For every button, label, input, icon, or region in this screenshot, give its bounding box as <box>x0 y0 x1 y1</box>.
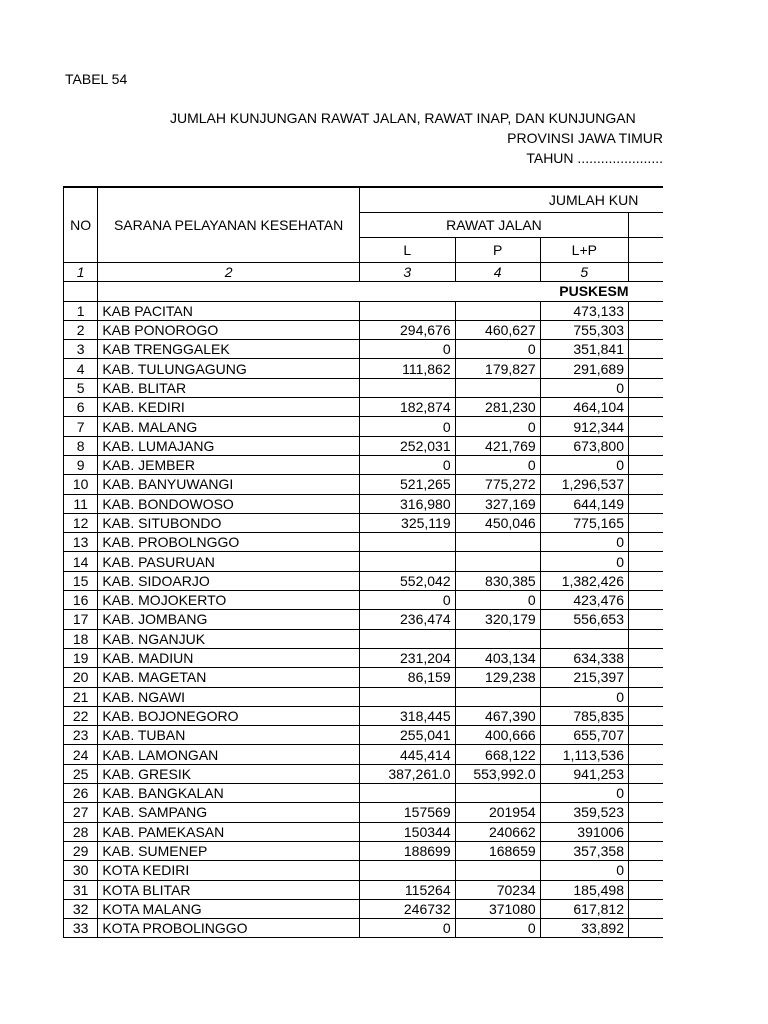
row-lp-cell: 215,397 <box>540 668 628 687</box>
row-no-cell: 2 <box>64 320 98 339</box>
row-p-cell: 0 <box>455 591 540 610</box>
row-lp-cell: 1,296,537 <box>540 475 628 494</box>
year-heading: TAHUN ...................... <box>526 150 663 166</box>
row-p-cell: 0 <box>455 919 540 938</box>
row-extra-cell <box>629 436 664 455</box>
row-l-cell: 255,041 <box>359 726 455 745</box>
row-l-cell: 111,862 <box>359 359 455 378</box>
row-p-cell <box>455 552 540 571</box>
row-no-cell: 21 <box>64 687 98 706</box>
table-row <box>64 552 664 571</box>
row-name-cell: KAB. JEMBER <box>98 455 360 474</box>
row-name-cell: KAB. MALANG <box>98 417 360 436</box>
row-l-cell: 318,445 <box>359 706 455 725</box>
row-lp-cell: 291,689 <box>540 359 628 378</box>
row-name-cell: KAB. GRESIK <box>98 764 360 783</box>
row-lp-cell: 673,800 <box>540 436 628 455</box>
row-lp-cell: 0 <box>540 552 628 571</box>
table-row <box>64 668 664 687</box>
header-l: L <box>359 238 455 263</box>
row-l-cell: 0 <box>359 455 455 474</box>
row-p-cell <box>455 301 540 320</box>
row-no-cell: 15 <box>64 571 98 590</box>
table-row <box>64 899 664 918</box>
row-no-cell: 4 <box>64 359 98 378</box>
row-lp-cell: 391006 <box>540 822 628 841</box>
header-blank <box>629 213 664 238</box>
row-l-cell <box>359 784 455 803</box>
table-row <box>64 706 664 725</box>
row-extra-cell <box>629 803 664 822</box>
row-no-cell: 8 <box>64 436 98 455</box>
row-name-cell: KAB. BANGKALAN <box>98 784 360 803</box>
row-name-cell: KAB. MAGETAN <box>98 668 360 687</box>
row-l-cell: 445,414 <box>359 745 455 764</box>
row-l-cell: 236,474 <box>359 610 455 629</box>
row-name-cell: KAB. BANYUWANGI <box>98 475 360 494</box>
row-l-cell: 0 <box>359 340 455 359</box>
row-l-cell <box>359 378 455 397</box>
row-l-cell <box>359 629 455 648</box>
table-row <box>64 455 664 474</box>
row-no-cell: 13 <box>64 533 98 552</box>
table-row <box>64 359 664 378</box>
row-lp-cell: 423,476 <box>540 591 628 610</box>
row-lp-cell: 912,344 <box>540 417 628 436</box>
row-lp-cell: 464,104 <box>540 398 628 417</box>
row-no-cell: 9 <box>64 455 98 474</box>
row-p-cell: 281,230 <box>455 398 540 417</box>
table-row <box>64 417 664 436</box>
row-no-cell: 14 <box>64 552 98 571</box>
section-cell <box>64 282 98 301</box>
report-heading: JUMLAH KUNJUNGAN RAWAT JALAN, RAWAT INAP, DAN KUNJUNGAN <box>170 110 636 126</box>
row-lp-cell: 785,835 <box>540 706 628 725</box>
row-p-cell <box>455 533 540 552</box>
table-row <box>64 648 664 667</box>
table-row <box>64 764 664 783</box>
row-p-cell: 179,827 <box>455 359 540 378</box>
row-p-cell: 240662 <box>455 822 540 841</box>
section-cell <box>629 282 664 301</box>
row-l-cell: 0 <box>359 591 455 610</box>
row-extra-cell <box>629 880 664 899</box>
row-l-cell: 387,261.0 <box>359 764 455 783</box>
row-l-cell: 325,119 <box>359 513 455 532</box>
index-cell: 5 <box>540 263 628 282</box>
row-extra-cell <box>629 571 664 590</box>
row-name-cell: KAB. JOMBANG <box>98 610 360 629</box>
row-name-cell: KAB. SIDOARJO <box>98 571 360 590</box>
row-no-cell: 22 <box>64 706 98 725</box>
row-p-cell <box>455 861 540 880</box>
row-p-cell <box>455 784 540 803</box>
row-p-cell: 421,769 <box>455 436 540 455</box>
row-extra-cell <box>629 764 664 783</box>
row-lp-cell: 0 <box>540 378 628 397</box>
row-p-cell <box>455 629 540 648</box>
row-lp-cell: 0 <box>540 861 628 880</box>
row-l-cell <box>359 301 455 320</box>
row-l-cell: 150344 <box>359 822 455 841</box>
row-l-cell <box>359 687 455 706</box>
row-extra-cell <box>629 494 664 513</box>
row-no-cell: 12 <box>64 513 98 532</box>
row-no-cell: 31 <box>64 880 98 899</box>
table-row <box>64 378 664 397</box>
row-no-cell: 6 <box>64 398 98 417</box>
row-lp-cell: 0 <box>540 784 628 803</box>
row-p-cell <box>455 687 540 706</box>
row-name-cell: KAB. PAMEKASAN <box>98 822 360 841</box>
row-l-cell: 252,031 <box>359 436 455 455</box>
row-no-cell: 10 <box>64 475 98 494</box>
table-row <box>64 398 664 417</box>
row-l-cell: 0 <box>359 919 455 938</box>
header-sarana: SARANA PELAYANAN KESEHATAN <box>98 187 360 263</box>
header-jumlah: JUMLAH KUN <box>359 187 663 213</box>
row-extra-cell <box>629 841 664 860</box>
header-p: P <box>455 238 540 263</box>
row-l-cell: 231,204 <box>359 648 455 667</box>
row-extra-cell <box>629 301 664 320</box>
row-name-cell: KAB. MOJOKERTO <box>98 591 360 610</box>
row-l-cell: 157569 <box>359 803 455 822</box>
row-p-cell: 327,169 <box>455 494 540 513</box>
row-name-cell: KAB PACITAN <box>98 301 360 320</box>
row-name-cell: KOTA KEDIRI <box>98 861 360 880</box>
row-l-cell: 0 <box>359 417 455 436</box>
index-cell: 1 <box>64 263 98 282</box>
table-row <box>64 513 664 532</box>
table-row <box>64 533 664 552</box>
row-no-cell: 18 <box>64 629 98 648</box>
row-no-cell: 17 <box>64 610 98 629</box>
row-p-cell: 0 <box>455 417 540 436</box>
row-name-cell: KAB. SITUBONDO <box>98 513 360 532</box>
table-row <box>64 320 664 339</box>
row-p-cell: 553,992.0 <box>455 764 540 783</box>
row-name-cell: KAB. MADIUN <box>98 648 360 667</box>
table-row <box>64 919 664 938</box>
row-lp-cell: 357,358 <box>540 841 628 860</box>
row-l-cell: 115264 <box>359 880 455 899</box>
table-body <box>64 301 664 938</box>
table-row <box>64 475 664 494</box>
row-lp-cell: 634,338 <box>540 648 628 667</box>
row-p-cell <box>455 378 540 397</box>
row-name-cell: KAB. SUMENEP <box>98 841 360 860</box>
header-rawat-jalan: RAWAT JALAN <box>359 213 628 238</box>
row-no-cell: 30 <box>64 861 98 880</box>
row-extra-cell <box>629 919 664 938</box>
row-name-cell: KAB. TUBAN <box>98 726 360 745</box>
row-no-cell: 1 <box>64 301 98 320</box>
row-name-cell: KOTA PROBOLINGGO <box>98 919 360 938</box>
row-lp-cell: 473,133 <box>540 301 628 320</box>
row-extra-cell <box>629 359 664 378</box>
row-l-cell <box>359 861 455 880</box>
row-lp-cell: 351,841 <box>540 340 628 359</box>
row-l-cell: 294,676 <box>359 320 455 339</box>
header-blank <box>629 238 664 263</box>
table-label: TABEL 54 <box>65 71 128 87</box>
row-no-cell: 16 <box>64 591 98 610</box>
row-extra-cell <box>629 784 664 803</box>
row-name-cell: KAB TRENGGALEK <box>98 340 360 359</box>
row-no-cell: 24 <box>64 745 98 764</box>
table-row <box>64 841 664 860</box>
row-extra-cell <box>629 726 664 745</box>
row-p-cell: 320,179 <box>455 610 540 629</box>
row-extra-cell <box>629 320 664 339</box>
row-lp-cell: 359,523 <box>540 803 628 822</box>
table-row <box>64 629 664 648</box>
row-p-cell: 830,385 <box>455 571 540 590</box>
row-lp-cell: 185,498 <box>540 880 628 899</box>
data-table <box>63 186 663 938</box>
row-p-cell: 460,627 <box>455 320 540 339</box>
row-name-cell: KAB. SAMPANG <box>98 803 360 822</box>
row-p-cell: 129,238 <box>455 668 540 687</box>
index-cell <box>629 263 664 282</box>
row-no-cell: 20 <box>64 668 98 687</box>
row-p-cell: 70234 <box>455 880 540 899</box>
row-name-cell: KAB. PASURUAN <box>98 552 360 571</box>
row-name-cell: KOTA BLITAR <box>98 880 360 899</box>
row-l-cell: 521,265 <box>359 475 455 494</box>
table-row <box>64 610 664 629</box>
row-extra-cell <box>629 552 664 571</box>
row-no-cell: 7 <box>64 417 98 436</box>
table-row <box>64 687 664 706</box>
row-extra-cell <box>629 340 664 359</box>
row-l-cell: 552,042 <box>359 571 455 590</box>
row-extra-cell <box>629 648 664 667</box>
row-lp-cell: 1,382,426 <box>540 571 628 590</box>
row-no-cell: 19 <box>64 648 98 667</box>
row-name-cell: KAB. NGAWI <box>98 687 360 706</box>
row-extra-cell <box>629 378 664 397</box>
row-extra-cell <box>629 417 664 436</box>
row-lp-cell: 617,812 <box>540 899 628 918</box>
row-p-cell: 775,272 <box>455 475 540 494</box>
table-row <box>64 803 664 822</box>
row-extra-cell <box>629 745 664 764</box>
row-no-cell: 33 <box>64 919 98 938</box>
row-l-cell <box>359 533 455 552</box>
header-no: NO <box>64 187 98 263</box>
row-extra-cell <box>629 899 664 918</box>
table-row <box>64 861 664 880</box>
row-lp-cell <box>540 629 628 648</box>
row-no-cell: 5 <box>64 378 98 397</box>
row-no-cell: 11 <box>64 494 98 513</box>
row-extra-cell <box>629 475 664 494</box>
row-no-cell: 28 <box>64 822 98 841</box>
row-lp-cell: 33,892 <box>540 919 628 938</box>
row-l-cell: 182,874 <box>359 398 455 417</box>
table-row <box>64 784 664 803</box>
row-l-cell: 86,159 <box>359 668 455 687</box>
row-lp-cell: 0 <box>540 455 628 474</box>
row-no-cell: 23 <box>64 726 98 745</box>
row-p-cell: 668,122 <box>455 745 540 764</box>
table-row <box>64 591 664 610</box>
row-extra-cell <box>629 533 664 552</box>
row-extra-cell <box>629 513 664 532</box>
section-label: PUSKESM <box>98 282 629 301</box>
row-name-cell: KAB. PROBOLNGGO <box>98 533 360 552</box>
table-row <box>64 726 664 745</box>
row-name-cell: KAB PONOROGO <box>98 320 360 339</box>
row-lp-cell: 655,707 <box>540 726 628 745</box>
table-row <box>64 571 664 590</box>
row-name-cell: KAB. NGANJUK <box>98 629 360 648</box>
row-p-cell: 168659 <box>455 841 540 860</box>
row-no-cell: 26 <box>64 784 98 803</box>
table-row <box>64 301 664 320</box>
row-no-cell: 32 <box>64 899 98 918</box>
index-cell: 3 <box>359 263 455 282</box>
row-name-cell: KOTA MALANG <box>98 899 360 918</box>
row-l-cell: 246732 <box>359 899 455 918</box>
row-name-cell: KAB. LAMONGAN <box>98 745 360 764</box>
row-extra-cell <box>629 455 664 474</box>
row-name-cell: KAB. BOJONEGORO <box>98 706 360 725</box>
row-extra-cell <box>629 861 664 880</box>
row-extra-cell <box>629 591 664 610</box>
row-l-cell: 188699 <box>359 841 455 860</box>
row-name-cell: KAB. BONDOWOSO <box>98 494 360 513</box>
row-extra-cell <box>629 610 664 629</box>
row-name-cell: KAB. KEDIRI <box>98 398 360 417</box>
row-p-cell: 0 <box>455 340 540 359</box>
row-l-cell: 316,980 <box>359 494 455 513</box>
table-row <box>64 880 664 899</box>
row-p-cell: 0 <box>455 455 540 474</box>
province-heading: PROVINSI JAWA TIMUR <box>507 130 663 146</box>
row-p-cell: 400,666 <box>455 726 540 745</box>
row-no-cell: 25 <box>64 764 98 783</box>
row-lp-cell: 941,253 <box>540 764 628 783</box>
row-extra-cell <box>629 687 664 706</box>
row-p-cell: 450,046 <box>455 513 540 532</box>
row-lp-cell: 755,303 <box>540 320 628 339</box>
row-name-cell: KAB. TULUNGAGUNG <box>98 359 360 378</box>
row-p-cell: 371080 <box>455 899 540 918</box>
index-cell: 2 <box>98 263 360 282</box>
row-lp-cell: 0 <box>540 533 628 552</box>
row-l-cell <box>359 552 455 571</box>
table-row <box>64 340 664 359</box>
row-extra-cell <box>629 822 664 841</box>
row-lp-cell: 644,149 <box>540 494 628 513</box>
row-p-cell: 403,134 <box>455 648 540 667</box>
table-row <box>64 494 664 513</box>
row-lp-cell: 0 <box>540 687 628 706</box>
table-row <box>64 822 664 841</box>
row-lp-cell: 1,113,536 <box>540 745 628 764</box>
row-extra-cell <box>629 398 664 417</box>
row-lp-cell: 775,165 <box>540 513 628 532</box>
row-no-cell: 27 <box>64 803 98 822</box>
row-lp-cell: 556,653 <box>540 610 628 629</box>
row-no-cell: 29 <box>64 841 98 860</box>
index-cell: 4 <box>455 263 540 282</box>
row-extra-cell <box>629 629 664 648</box>
row-no-cell: 3 <box>64 340 98 359</box>
row-name-cell: KAB. BLITAR <box>98 378 360 397</box>
row-p-cell: 467,390 <box>455 706 540 725</box>
table-row <box>64 745 664 764</box>
row-extra-cell <box>629 668 664 687</box>
header-lp: L+P <box>540 238 628 263</box>
row-p-cell: 201954 <box>455 803 540 822</box>
row-extra-cell <box>629 706 664 725</box>
table-row <box>64 436 664 455</box>
row-name-cell: KAB. LUMAJANG <box>98 436 360 455</box>
